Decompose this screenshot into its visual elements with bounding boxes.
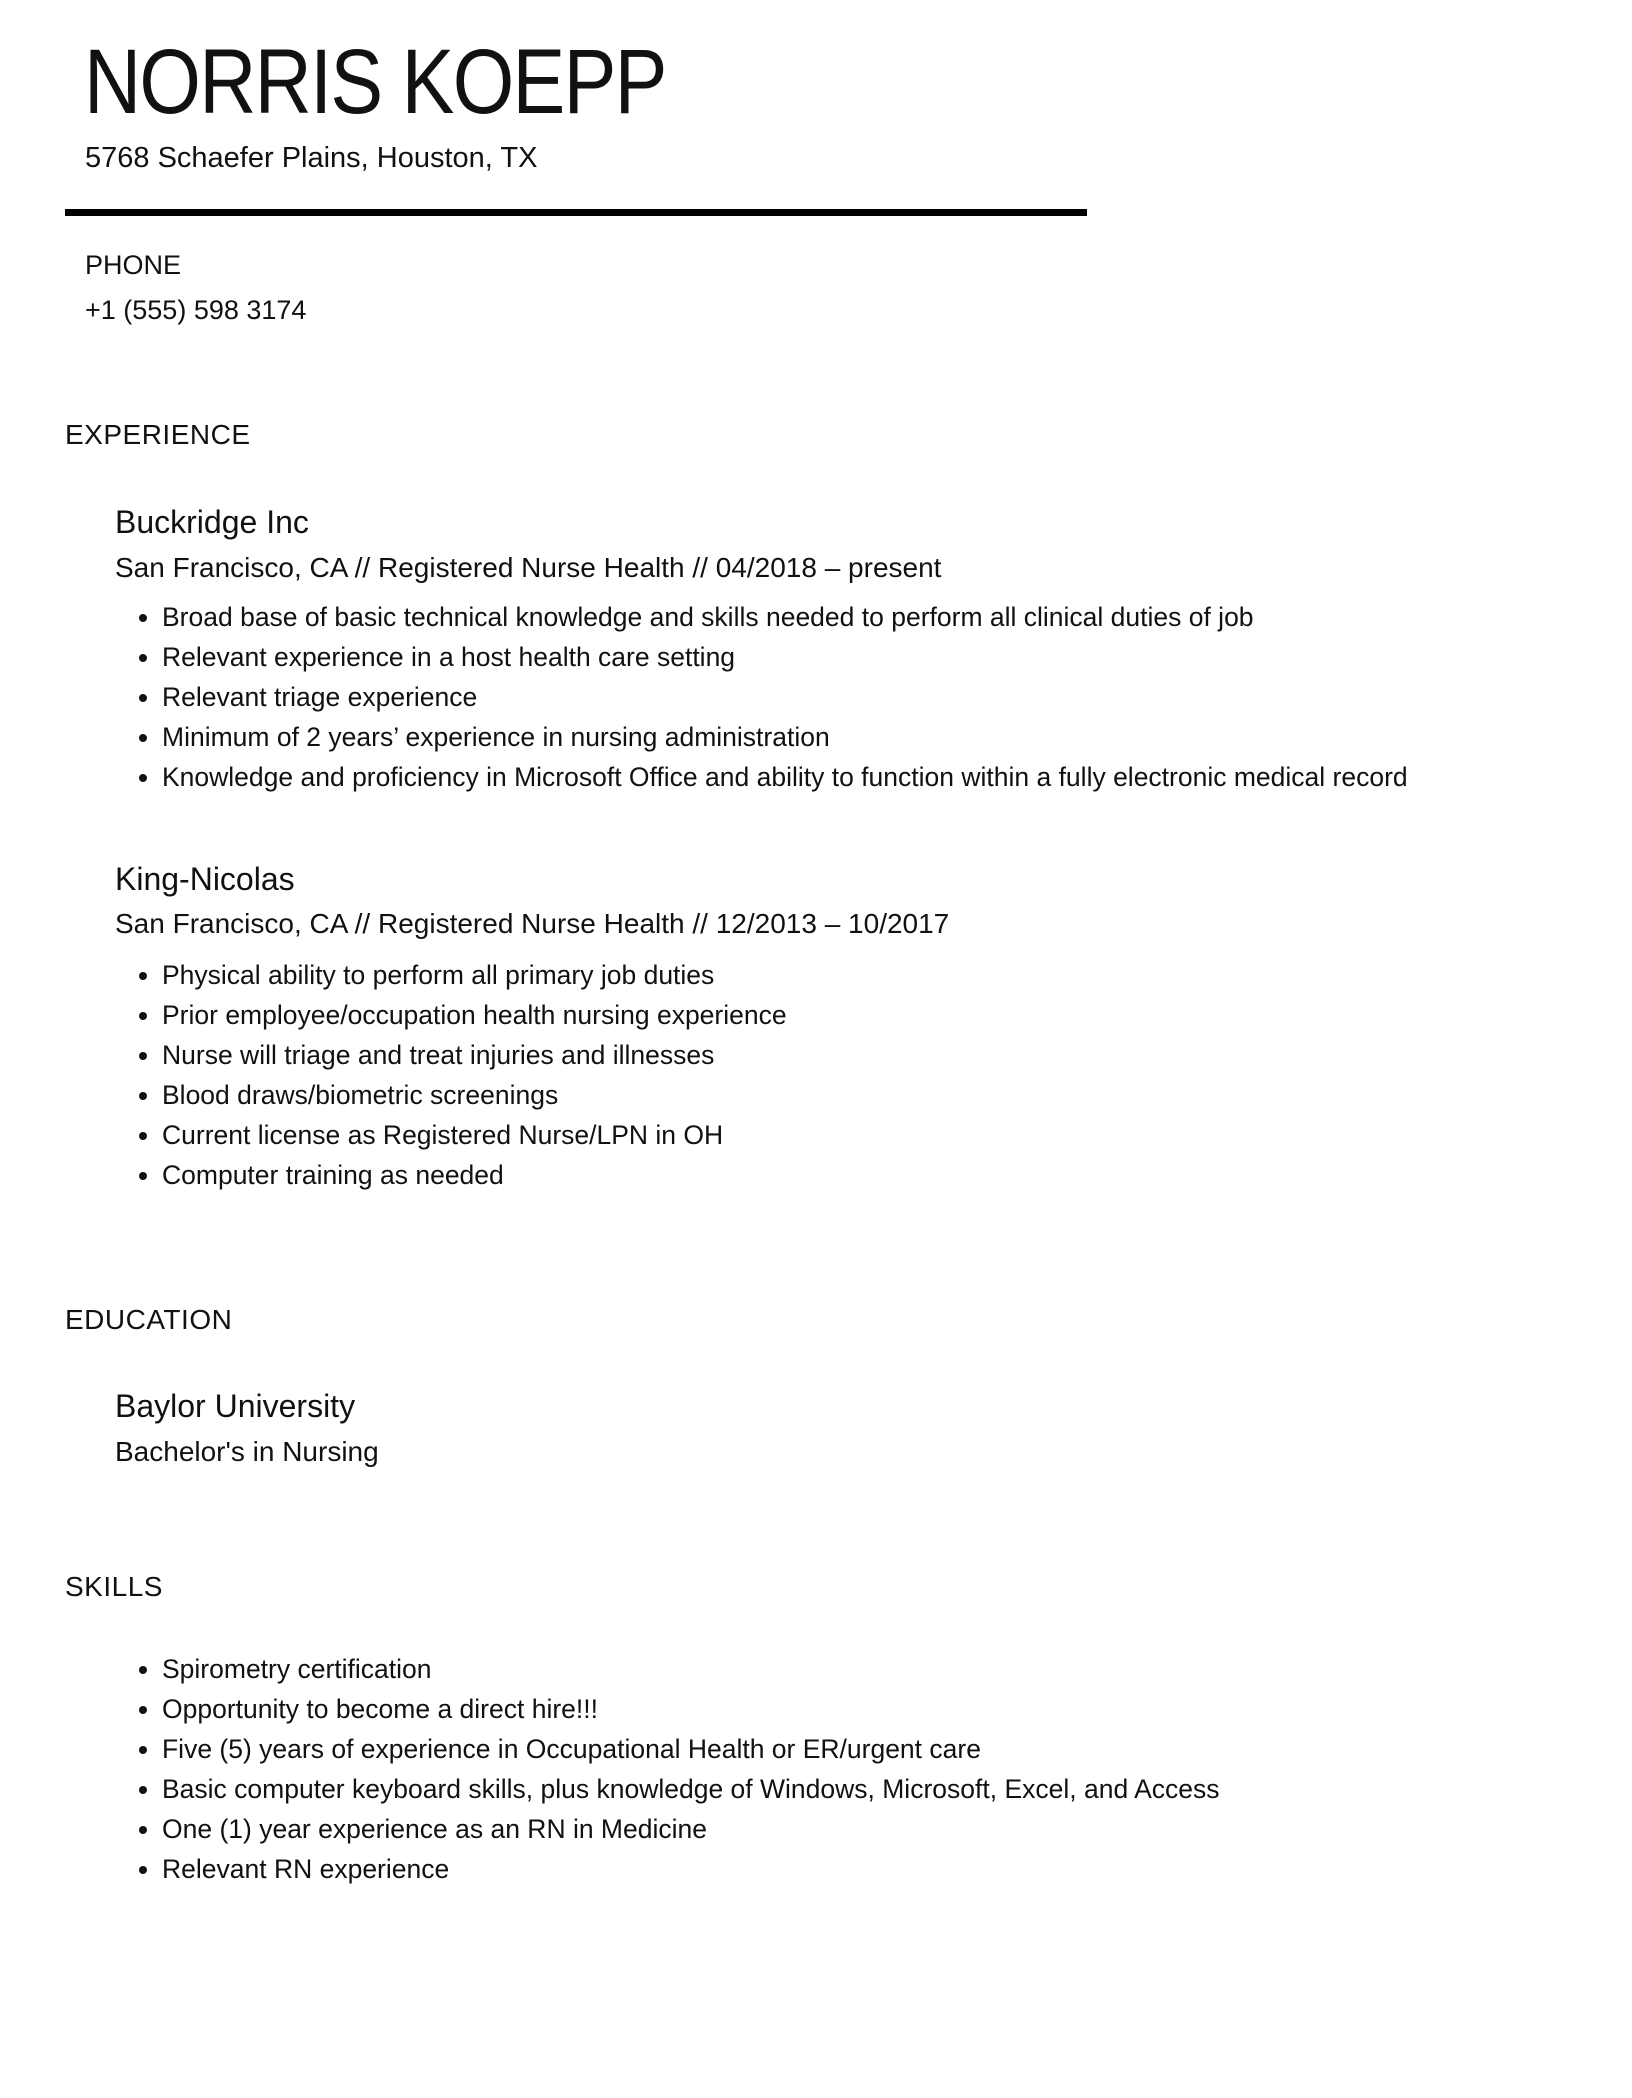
list-item: • Computer training as needed	[162, 1155, 787, 1195]
list-item: • Relevant experience in a host health care setting	[162, 637, 1408, 677]
phone-number: +1 (555) 598 3174	[85, 295, 307, 325]
list-item: • Current license as Registered Nurse/LPN in OH	[162, 1115, 787, 1155]
section-heading-education: EDUCATION	[65, 1304, 233, 1335]
list-item: • Basic computer keyboard skills, plus knowledge of Windows, Microsoft, Excel, and Access	[162, 1769, 1220, 1809]
job-details: San Francisco, CA // Registered Nurse Health // 04/2018 – present	[115, 552, 942, 583]
list-item: • Knowledge and proficiency in Microsoft Office and ability to function within a fully electronic medical record	[162, 757, 1408, 797]
job-company: King-Nicolas	[115, 861, 295, 897]
list-item: • Relevant triage experience	[162, 677, 1408, 717]
phone-label: PHONE	[85, 250, 182, 280]
job-details: San Francisco, CA // Registered Nurse Health // 12/2013 – 10/2017	[115, 908, 950, 939]
list-item: • Minimum of 2 years’ experience in nursing administration	[162, 717, 1408, 757]
list-item: • Physical ability to perform all primary job duties	[162, 955, 787, 995]
list-item: • Nurse will triage and treat injuries and illnesses	[162, 1035, 787, 1075]
school-name: Baylor University	[115, 1388, 356, 1424]
list-item: • One (1) year experience as an RN in Medicine	[162, 1809, 1220, 1849]
list-item: • Five (5) years of experience in Occupational Health or ER/urgent care	[162, 1729, 1220, 1769]
candidate-name: NORRIS KOEPP	[84, 31, 666, 133]
header-divider	[65, 209, 1087, 216]
list-item: • Relevant RN experience	[162, 1849, 1220, 1889]
list-item: • Spirometry certification	[162, 1649, 1220, 1689]
section-heading-skills: SKILLS	[65, 1571, 163, 1602]
job-bullets	[115, 597, 1408, 797]
address: 5768 Schaefer Plains, Houston, TX	[85, 142, 538, 174]
job-company: Buckridge Inc	[115, 504, 309, 540]
degree: Bachelor's in Nursing	[115, 1436, 379, 1467]
skills-list	[115, 1649, 1220, 1889]
list-item: • Blood draws/biometric screenings	[162, 1075, 787, 1115]
list-item: • Broad base of basic technical knowledge and skills needed to perform all clinical duties of job	[162, 597, 1408, 637]
list-item: • Opportunity to become a direct hire!!!	[162, 1689, 1220, 1729]
job-bullets	[115, 955, 787, 1195]
section-heading-experience: EXPERIENCE	[65, 419, 251, 450]
list-item: • Prior employee/occupation health nursing experience	[162, 995, 787, 1035]
